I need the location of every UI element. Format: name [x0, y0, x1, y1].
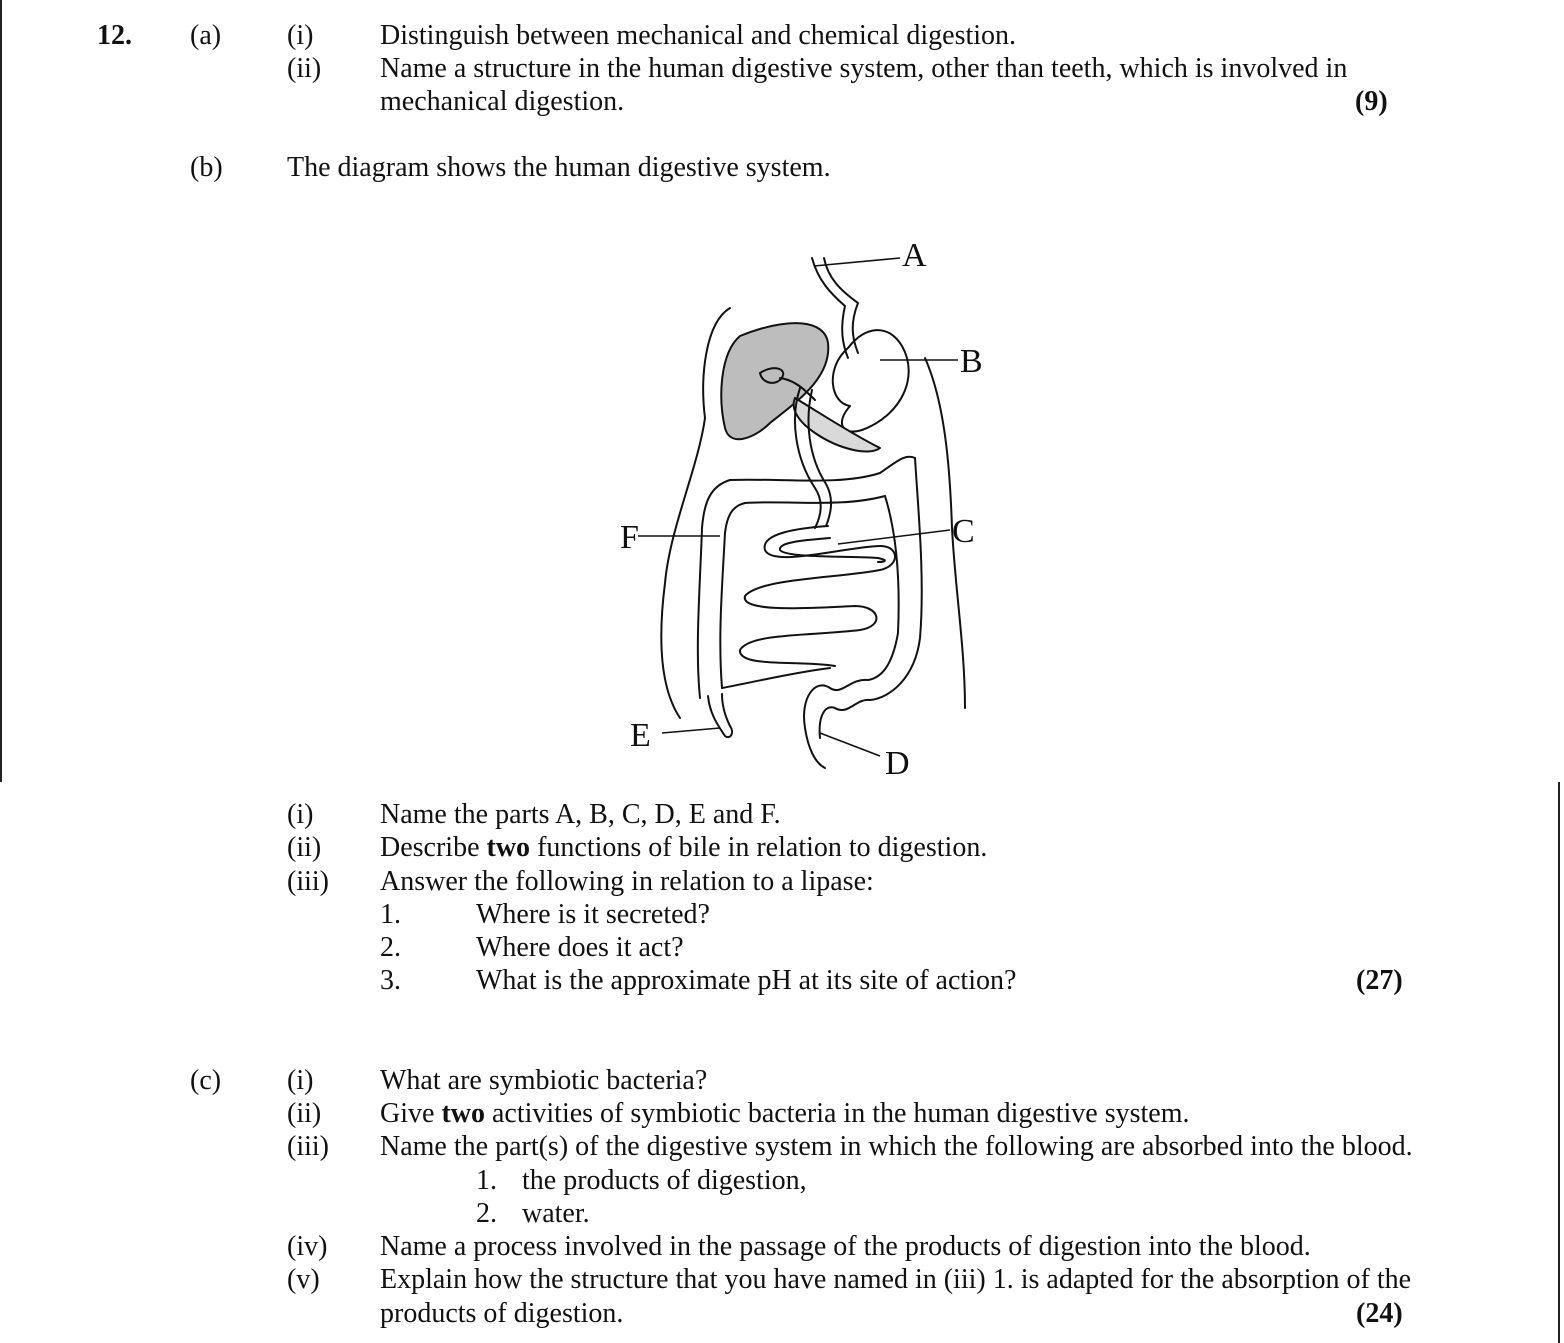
part-b-ii-post: functions of bile in relation to digestion.	[530, 832, 988, 863]
rectum	[804, 680, 868, 768]
question-number: 12.	[97, 20, 132, 51]
part-c-v-text: Explain how the structure that you have named in (iii) 1. is adapted for the absorption of the	[380, 1264, 1412, 1295]
part-c-v-text-cont: products of digestion.	[380, 1298, 624, 1329]
part-b-ii-bold: two	[486, 832, 531, 863]
part-b-ii-pre: Describe	[380, 832, 487, 863]
rectum-inner	[820, 700, 870, 738]
colon-transverse-inner	[745, 496, 885, 503]
part-c-sub-1-num: 1.	[476, 1165, 497, 1196]
part-a-ii-text: Name a structure in the human digestive system, other than teeth, which is involved in	[380, 53, 1348, 84]
part-b-sub-1-num: 1.	[380, 899, 401, 930]
ileum-end	[722, 668, 830, 688]
part-b-i-num: (i)	[287, 799, 314, 830]
part-c-iv-num: (iv)	[287, 1231, 328, 1262]
part-c-iv-text: Name a process involved in the passage of the products of digestion into the blood.	[380, 1231, 1311, 1262]
page-edge-left	[0, 0, 2, 782]
part-c-ii-post: activities of symbiotic bacteria in the human digestive system.	[484, 1098, 1190, 1129]
part-c-iii-num: (iii)	[287, 1131, 329, 1162]
part-c-sub-1-text: the products of digestion,	[522, 1165, 807, 1196]
part-b-label: (b)	[190, 152, 223, 183]
small-intestine-inner	[780, 538, 885, 562]
part-a-i-text: Distinguish between mechanical and chemical digestion.	[380, 20, 1017, 51]
part-c-ii-pre: Give	[380, 1098, 442, 1129]
part-b-i-text: Name the parts A, B, C, D, E and F.	[380, 799, 781, 830]
part-c-marks: (24)	[1356, 1298, 1403, 1329]
colon-ascending-outer	[698, 480, 730, 698]
part-b-sub-2-num: 2.	[380, 932, 401, 963]
page-edge-right	[1558, 782, 1560, 1343]
label-c: C	[952, 513, 975, 550]
part-b-sub-3-text: What is the approximate pH at its site of action?	[476, 965, 1017, 996]
leader-e	[662, 728, 720, 733]
part-c-sub-2-num: 2.	[476, 1198, 497, 1229]
part-c-v-num: (v)	[287, 1264, 320, 1295]
part-c-ii-text	[380, 1097, 1189, 1130]
label-f: F	[620, 519, 639, 556]
part-b-intro: The diagram shows the human digestive system.	[287, 152, 831, 183]
part-b-marks: (27)	[1356, 965, 1403, 996]
part-a-label: (a)	[190, 20, 222, 51]
part-a-marks: (9)	[1355, 86, 1388, 117]
part-b-sub-2-text: Where does it act?	[476, 932, 684, 963]
label-e: E	[630, 717, 651, 754]
part-a-ii-num: (ii)	[287, 53, 322, 84]
small-intestine	[740, 526, 895, 666]
part-b-iii-text: Answer the following in relation to a lipase:	[380, 866, 874, 897]
colon-ascending-inner	[720, 503, 745, 688]
part-b-sub-1-text: Where is it secreted?	[476, 899, 710, 930]
part-c-i-num: (i)	[287, 1065, 314, 1096]
part-c-ii-bold: two	[441, 1098, 485, 1129]
pancreas	[794, 398, 880, 452]
label-a: A	[902, 237, 927, 274]
digestive-system-diagram	[580, 228, 1020, 788]
part-c-ii-num: (ii)	[287, 1098, 322, 1129]
digestive-system-drawing	[580, 228, 1020, 788]
part-b-ii-text	[380, 831, 987, 864]
leader-d	[820, 733, 880, 756]
part-a-ii-text-cont: mechanical digestion.	[380, 86, 625, 117]
oesophagus-inner	[824, 258, 858, 353]
appendix	[708, 694, 732, 737]
part-a-i-num: (i)	[287, 20, 314, 51]
part-c-iii-text: Name the part(s) of the digestive system in which the following are absorbed into the blood.	[380, 1131, 1413, 1162]
colon-descending-outer	[870, 458, 922, 700]
part-c-i-text: What are symbiotic bacteria?	[380, 1065, 708, 1096]
part-b-ii-num: (ii)	[287, 832, 322, 863]
part-b-iii-num: (iii)	[287, 866, 329, 897]
part-c-sub-2-text: water.	[522, 1198, 590, 1229]
leader-a	[814, 258, 900, 266]
label-d: D	[885, 745, 910, 782]
part-c-label: (c)	[190, 1065, 222, 1096]
label-b: B	[960, 343, 983, 380]
colon-descending-inner	[868, 496, 899, 680]
part-b-sub-3-num: 3.	[380, 965, 401, 996]
